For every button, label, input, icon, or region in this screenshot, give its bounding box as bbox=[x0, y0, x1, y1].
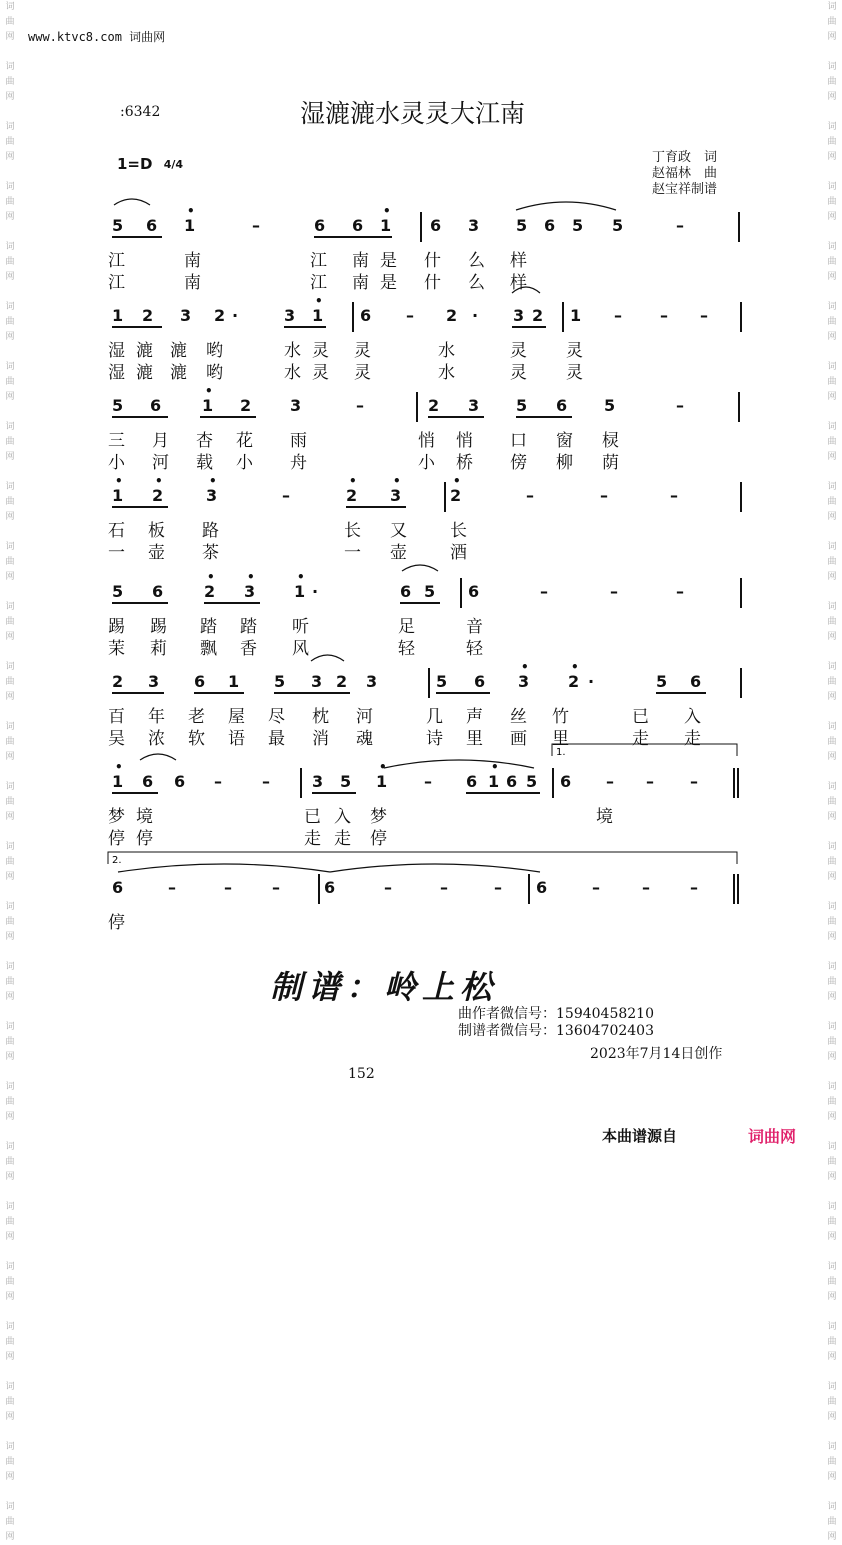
lyric: 壶 bbox=[390, 543, 407, 563]
lyric: 里 bbox=[466, 729, 483, 749]
lyric: 荫 bbox=[602, 453, 619, 473]
lyric: 吴 bbox=[108, 729, 125, 749]
note: 6 bbox=[314, 216, 326, 235]
octave-dot: • bbox=[187, 204, 195, 218]
lyric: 魂 bbox=[356, 729, 373, 749]
lyric: 板 bbox=[148, 521, 165, 541]
lyric: 灵 bbox=[510, 363, 527, 383]
note: – bbox=[610, 582, 618, 601]
lyric: 浓 bbox=[148, 729, 165, 749]
note: 3 bbox=[513, 306, 525, 325]
slur bbox=[311, 655, 344, 661]
lyric: 飘 bbox=[200, 639, 217, 659]
octave-dot: • bbox=[453, 474, 461, 488]
note: 1 bbox=[112, 306, 124, 325]
note: 2 bbox=[568, 672, 580, 691]
volta-number: 1. bbox=[556, 747, 566, 758]
note: 5 bbox=[436, 672, 448, 691]
lyric: 入 bbox=[334, 807, 351, 827]
note: 6 bbox=[468, 582, 480, 601]
lyric: 画 bbox=[510, 729, 527, 749]
lyric: 悄 bbox=[456, 431, 473, 451]
note: 6 bbox=[690, 672, 702, 691]
source-label: 本曲谱源自 bbox=[602, 1127, 678, 1145]
octave-dot: • bbox=[247, 570, 255, 584]
lyric: 雨 bbox=[290, 431, 307, 451]
note: 6 bbox=[194, 672, 206, 691]
creation-date: 2023年7月14日创作 bbox=[590, 1046, 723, 1062]
lyric: 声 bbox=[466, 707, 483, 727]
note: 6 bbox=[174, 772, 186, 791]
note: 6 bbox=[474, 672, 486, 691]
note: – bbox=[424, 772, 432, 791]
lyric: 一 bbox=[344, 543, 361, 563]
note: 3 bbox=[284, 306, 296, 325]
note: 1 bbox=[380, 216, 392, 235]
lyric: 几 bbox=[426, 707, 443, 727]
lyric: 是 bbox=[380, 273, 397, 293]
octave-dot: • bbox=[521, 660, 529, 674]
lyric: 最 bbox=[268, 729, 285, 749]
lyric: 里 bbox=[552, 729, 569, 749]
note: – bbox=[592, 878, 600, 897]
lyric: 停 bbox=[108, 913, 125, 933]
note: 5 bbox=[274, 672, 286, 691]
lyric: 走 bbox=[684, 729, 701, 749]
lyric: 水 bbox=[284, 363, 301, 383]
note: 5 bbox=[516, 396, 528, 415]
lyric: 石 bbox=[108, 521, 125, 541]
lyric: 风 bbox=[292, 639, 309, 659]
credit-arranger: 赵宝祥制谱 bbox=[652, 182, 718, 197]
lyric: 踢 bbox=[150, 617, 167, 637]
note: 3 bbox=[390, 486, 402, 505]
note: 6 bbox=[506, 772, 518, 791]
slur bbox=[402, 565, 438, 571]
note: 3 bbox=[244, 582, 256, 601]
octave-dot: • bbox=[349, 474, 357, 488]
lyric: 柳 bbox=[556, 453, 573, 473]
lyric: 茉 bbox=[108, 639, 125, 659]
note: 5 bbox=[526, 772, 538, 791]
note: 5 bbox=[572, 216, 584, 235]
lyric: 停 bbox=[136, 829, 153, 849]
note: – bbox=[252, 216, 260, 235]
lyric: 尽 bbox=[268, 707, 285, 727]
lyric: 消 bbox=[312, 729, 329, 749]
octave-dot: • bbox=[205, 384, 213, 398]
lyric: 河 bbox=[152, 453, 169, 473]
lyric: 年 bbox=[148, 707, 165, 727]
lyric: 境 bbox=[136, 807, 153, 827]
note: – bbox=[676, 396, 684, 415]
note: 1 bbox=[112, 486, 124, 505]
note: 2 bbox=[240, 396, 252, 415]
lyric: 杏 bbox=[196, 431, 213, 451]
note: 3 bbox=[312, 772, 324, 791]
note: 5 bbox=[424, 582, 436, 601]
note: 6 bbox=[466, 772, 478, 791]
lyric: 灵 bbox=[312, 363, 329, 383]
lyric: 走 bbox=[304, 829, 321, 849]
note: 5 bbox=[656, 672, 668, 691]
tie bbox=[516, 202, 616, 210]
lyric: 灵 bbox=[354, 363, 371, 383]
lyric: 南 bbox=[352, 251, 369, 271]
lyric: 样 bbox=[510, 251, 527, 271]
octave-dot: • bbox=[315, 294, 323, 308]
lyric: 停 bbox=[108, 829, 125, 849]
note: · bbox=[472, 306, 479, 325]
lyric: 花 bbox=[236, 431, 253, 451]
note: 6 bbox=[324, 878, 336, 897]
lyric: 长 bbox=[450, 521, 467, 541]
octave-dot: • bbox=[297, 570, 305, 584]
lyric: 诗 bbox=[426, 729, 443, 749]
lyric: 江 bbox=[108, 273, 125, 293]
note: 6 bbox=[430, 216, 442, 235]
note: 6 bbox=[352, 216, 364, 235]
lyric: 窗 bbox=[556, 431, 573, 451]
note: – bbox=[600, 486, 608, 505]
lyric: 舟 bbox=[290, 453, 307, 473]
lyric: 哟 bbox=[206, 363, 223, 383]
note: – bbox=[614, 306, 622, 325]
lyric: 么 bbox=[468, 273, 485, 293]
page-number: 152 bbox=[348, 1066, 375, 1082]
lyric: 载 bbox=[196, 453, 213, 473]
note: 2 bbox=[112, 672, 124, 691]
note: 3 bbox=[468, 216, 480, 235]
side-watermark-right: 词 曲 网 词 曲 网 词 曲 网 词 曲 网 词 曲 网 词 曲 网 词 曲 网 词 曲 网 词 曲 网 词 曲 网 词 曲 网 词 曲 网 词 曲 网 词 曲 网 词 曲 网 词 曲 网 词 曲 网 词 曲 网 词 曲 网 词 曲 网 词 曲 网 词 曲 网 词 曲 网 词 曲 网 词 曲 网 词 曲 网 bbox=[827, 2, 837, 1542]
wechat-contacts bbox=[458, 1006, 654, 1040]
lyric: 什 bbox=[424, 251, 441, 271]
note: 6 bbox=[560, 772, 572, 791]
note: – bbox=[676, 582, 684, 601]
lyric: 江 bbox=[108, 251, 125, 271]
note: – bbox=[214, 772, 222, 791]
lyric: 灵 bbox=[354, 341, 371, 361]
lyric: 湿 bbox=[108, 341, 125, 361]
lyric: 什 bbox=[424, 273, 441, 293]
note: 2 bbox=[152, 486, 164, 505]
slur bbox=[140, 754, 176, 760]
lyric: 竹 bbox=[552, 707, 569, 727]
lyric: 茶 bbox=[202, 543, 219, 563]
note: 2 bbox=[450, 486, 462, 505]
lyric: 悄 bbox=[418, 431, 435, 451]
lyric: 一 bbox=[108, 543, 125, 563]
lyric: 桥 bbox=[456, 453, 473, 473]
lyric: 软 bbox=[188, 729, 205, 749]
note: 2 bbox=[142, 306, 154, 325]
lyric: 湿 bbox=[108, 363, 125, 383]
note: 2 bbox=[204, 582, 216, 601]
arranger-signature: 制谱：岭上松 bbox=[270, 968, 499, 1006]
note: 5 bbox=[112, 396, 124, 415]
lyric: 灵 bbox=[566, 363, 583, 383]
note: 5 bbox=[516, 216, 528, 235]
lyric: 灵 bbox=[566, 341, 583, 361]
tie bbox=[384, 760, 534, 768]
volta-number: 2. bbox=[112, 855, 122, 866]
key-text: 1=D bbox=[117, 155, 153, 173]
lyric: 漉 bbox=[136, 341, 153, 361]
lyric: 南 bbox=[352, 273, 369, 293]
lyric: 么 bbox=[468, 251, 485, 271]
lyric: 长 bbox=[344, 521, 361, 541]
lyric: 小 bbox=[418, 453, 435, 473]
score-code: :6342 bbox=[120, 104, 161, 120]
note: 3 bbox=[180, 306, 192, 325]
octave-dot: • bbox=[383, 204, 391, 218]
lyric: 小 bbox=[108, 453, 125, 473]
lyric: 壶 bbox=[148, 543, 165, 563]
lyric: 江 bbox=[310, 251, 327, 271]
lyric: 梦 bbox=[370, 807, 387, 827]
note: – bbox=[440, 878, 448, 897]
note: 1 bbox=[184, 216, 196, 235]
lyric: 停 bbox=[370, 829, 387, 849]
octave-dot: • bbox=[115, 474, 123, 488]
lyric: 酒 bbox=[450, 543, 467, 563]
note: 6 bbox=[544, 216, 556, 235]
note: – bbox=[356, 396, 364, 415]
note: 3 bbox=[468, 396, 480, 415]
octave-dot: • bbox=[155, 474, 163, 488]
note: 5 bbox=[112, 582, 124, 601]
lyric: 水 bbox=[284, 341, 301, 361]
side-watermark-left: 词 曲 网 词 曲 网 词 曲 网 词 曲 网 词 曲 网 词 曲 网 词 曲 网 词 曲 网 词 曲 网 词 曲 网 词 曲 网 词 曲 网 词 曲 网 词 曲 网 词 曲 网 词 曲 网 词 曲 网 词 曲 网 词 曲 网 词 曲 网 词 曲 网 词 曲 网 词 曲 网 词 曲 网 词 曲 网 词 曲 网 bbox=[5, 2, 15, 1542]
lyric: 样 bbox=[510, 273, 527, 293]
lyric: 屋 bbox=[228, 707, 245, 727]
note: 6 bbox=[152, 582, 164, 601]
note: 2 bbox=[346, 486, 358, 505]
note: 3 bbox=[518, 672, 530, 691]
note: 6 bbox=[556, 396, 568, 415]
lyric: 老 bbox=[188, 707, 205, 727]
lyric: 踢 bbox=[108, 617, 125, 637]
note: 2 bbox=[336, 672, 348, 691]
note: – bbox=[540, 582, 548, 601]
lyric: 河 bbox=[356, 707, 373, 727]
lyric: 梦 bbox=[108, 807, 125, 827]
note: 1 bbox=[570, 306, 582, 325]
octave-dot: • bbox=[571, 660, 579, 674]
brand-link[interactable]: 词曲网 bbox=[748, 1127, 797, 1146]
note: 3 bbox=[148, 672, 160, 691]
note: 6 bbox=[150, 396, 162, 415]
note: 1 bbox=[488, 772, 500, 791]
arranger-wechat: 制谱者微信号：13604702403 bbox=[458, 1023, 654, 1039]
note: 1 bbox=[228, 672, 240, 691]
lyric: 轻 bbox=[398, 639, 415, 659]
note: 6 bbox=[536, 878, 548, 897]
tie bbox=[118, 864, 330, 872]
lyric: 走 bbox=[334, 829, 351, 849]
note: 1 bbox=[294, 582, 306, 601]
page-title: 湿漉漉水灵灵大江南 bbox=[300, 99, 526, 128]
lyric: 灵 bbox=[312, 341, 329, 361]
note: 6 bbox=[400, 582, 412, 601]
octave-dot: • bbox=[207, 570, 215, 584]
note: 3 bbox=[366, 672, 378, 691]
lyric: 漉 bbox=[170, 363, 187, 383]
lyric: 踏 bbox=[240, 617, 257, 637]
note: 2 bbox=[214, 306, 226, 325]
note: 5 bbox=[612, 216, 624, 235]
lyric: 口 bbox=[510, 431, 527, 451]
volta-bracket bbox=[108, 852, 737, 864]
tie bbox=[330, 864, 540, 872]
lyric: 路 bbox=[202, 521, 219, 541]
slur bbox=[114, 199, 150, 205]
octave-dot: • bbox=[491, 760, 499, 774]
note: – bbox=[670, 486, 678, 505]
lyric: 香 bbox=[240, 639, 257, 659]
lyric: 水 bbox=[438, 341, 455, 361]
octave-dot: • bbox=[209, 474, 217, 488]
lyric: 水 bbox=[438, 363, 455, 383]
lyric: 听 bbox=[292, 617, 309, 637]
note: – bbox=[690, 772, 698, 791]
lyric: 轻 bbox=[466, 639, 483, 659]
lyric: 莉 bbox=[150, 639, 167, 659]
note: – bbox=[384, 878, 392, 897]
volta-bracket bbox=[552, 744, 737, 756]
lyric: 音 bbox=[466, 617, 483, 637]
lyric: 百 bbox=[108, 707, 125, 727]
note: – bbox=[224, 878, 232, 897]
note: 6 bbox=[146, 216, 158, 235]
note: 5 bbox=[112, 216, 124, 235]
lyric: 已 bbox=[632, 707, 649, 727]
lyric: 丝 bbox=[510, 707, 527, 727]
lyric: 漉 bbox=[170, 341, 187, 361]
octave-dot: • bbox=[379, 760, 387, 774]
time-signature-value: 4/4 bbox=[163, 157, 184, 171]
octave-dot: • bbox=[115, 760, 123, 774]
lyric: 枕 bbox=[312, 707, 329, 727]
note: 1 bbox=[112, 772, 124, 791]
note: – bbox=[282, 486, 290, 505]
lyric: 入 bbox=[684, 707, 701, 727]
note: – bbox=[406, 306, 414, 325]
lyric: 漉 bbox=[136, 363, 153, 383]
lyric: 境 bbox=[596, 807, 613, 827]
note: – bbox=[494, 878, 502, 897]
lyric: 江 bbox=[310, 273, 327, 293]
lyric: 傍 bbox=[510, 453, 527, 473]
note: 2 bbox=[532, 306, 544, 325]
note: – bbox=[700, 306, 708, 325]
note: – bbox=[646, 772, 654, 791]
slur bbox=[512, 287, 540, 293]
lyric: 语 bbox=[228, 729, 245, 749]
lyric: 走 bbox=[632, 729, 649, 749]
note: 5 bbox=[340, 772, 352, 791]
note: 6 bbox=[112, 878, 124, 897]
note: – bbox=[676, 216, 684, 235]
note: · bbox=[588, 672, 595, 691]
octave-dot: • bbox=[393, 474, 401, 488]
note: – bbox=[262, 772, 270, 791]
note: · bbox=[232, 306, 239, 325]
note: 3 bbox=[206, 486, 218, 505]
note: – bbox=[690, 878, 698, 897]
lyric: 三 bbox=[108, 431, 125, 451]
site-header[interactable]: www.ktvc8.com 词曲网 bbox=[28, 30, 166, 44]
credit-composer: 赵福林 曲 bbox=[652, 166, 718, 181]
lyric: 南 bbox=[184, 273, 201, 293]
lyric: 南 bbox=[184, 251, 201, 271]
note: 2 bbox=[428, 396, 440, 415]
composer-wechat: 曲作者微信号：15940458210 bbox=[458, 1006, 654, 1022]
note: · bbox=[312, 582, 319, 601]
lyric: 足 bbox=[398, 617, 415, 637]
note: – bbox=[526, 486, 534, 505]
note: 2 bbox=[446, 306, 458, 325]
lyric: 哟 bbox=[206, 341, 223, 361]
lyric: 灵 bbox=[510, 341, 527, 361]
note: 5 bbox=[604, 396, 616, 415]
note: 6 bbox=[142, 772, 154, 791]
lyric: 已 bbox=[304, 807, 321, 827]
note: 6 bbox=[360, 306, 372, 325]
note: – bbox=[642, 878, 650, 897]
lyric: 踏 bbox=[200, 617, 217, 637]
credit-lyricist: 丁育政 词 bbox=[652, 150, 718, 165]
note: – bbox=[272, 878, 280, 897]
note: 3 bbox=[311, 672, 323, 691]
lyric: 又 bbox=[390, 521, 407, 541]
lyric: 小 bbox=[236, 453, 253, 473]
note: – bbox=[660, 306, 668, 325]
note: 1 bbox=[312, 306, 324, 325]
lyric: 棂 bbox=[602, 431, 619, 451]
note: 3 bbox=[290, 396, 302, 415]
lyric: 是 bbox=[380, 251, 397, 271]
note: 1 bbox=[202, 396, 214, 415]
note: – bbox=[606, 772, 614, 791]
lyric: 月 bbox=[152, 431, 169, 451]
note: 1 bbox=[376, 772, 388, 791]
note: – bbox=[168, 878, 176, 897]
